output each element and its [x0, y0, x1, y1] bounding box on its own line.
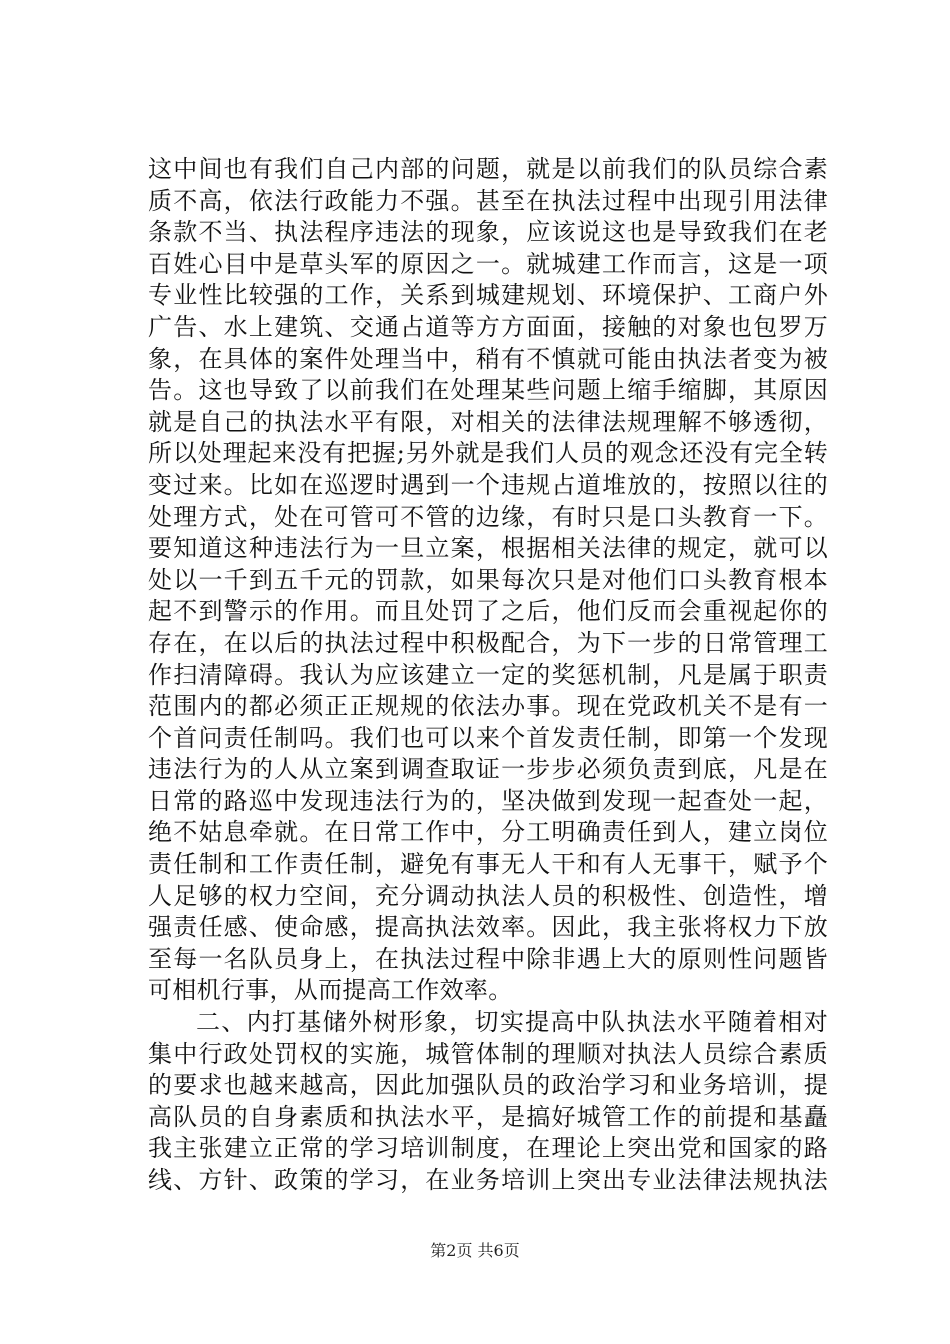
text-line: 责任制和工作责任制，避免有事无人干和有人无事干，赋予个 [148, 850, 828, 879]
text-line: 高队员的自身素质和执法水平，是搞好城管工作的前提和基矗 [148, 1102, 828, 1131]
text-line: 我主张建立正常的学习培训制度，在理论上突出党和国家的路 [148, 1134, 828, 1163]
text-line: 质不高，依法行政能力不强。甚至在执法过程中出现引用法律 [148, 186, 828, 215]
text-line: 专业性比较强的工作，关系到城建规划、环境保护、工商户外 [148, 281, 828, 310]
text-line: 绝不姑息牵就。在日常工作中，分工明确责任到人，建立岗位 [148, 818, 828, 847]
section-heading-line: 二、内打基储外树形象，切实提高中队执法水平随着相对 [196, 1008, 828, 1037]
text-line: 处理方式，处在可管可不管的边缘，有时只是口头教育一下。 [148, 502, 828, 531]
text-line: 告。这也导致了以前我们在处理某些问题上缩手缩脚，其原因 [148, 376, 828, 405]
text-line: 至每一名队员身上，在执法过程中除非遇上大的原则性问题皆 [148, 944, 828, 973]
text-line: 线、方针、政策的学习，在业务培训上突出专业法律法规执法 [148, 1166, 828, 1194]
text-line: 这中间也有我们自己内部的问题，就是以前我们的队员综合素 [148, 155, 828, 183]
text-line: 处以一千到五千元的罚款，如果每次只是对他们口头教育根本 [148, 565, 828, 594]
page-number-footer: 第2页 共6页 [430, 1241, 520, 1260]
text-line: 所以处理起来没有把握;另外就是我们人员的观念还没有完全转 [148, 439, 828, 468]
text-line: 要知道这种违法行为一旦立案，根据相关法律的规定，就可以 [148, 534, 828, 563]
text-line: 就是自己的执法水平有限，对相关的法律法规理解不够透彻， [148, 407, 828, 436]
text-line: 起不到警示的作用。而且处罚了之后，他们反而会重视起你的 [148, 597, 828, 626]
paragraph-end-line: 可相机行事，从而提高工作效率。 [148, 976, 513, 1005]
text-line: 违法行为的人从立案到调查取证一步步必须负责到底，凡是在 [148, 755, 828, 784]
text-line: 存在，在以后的执法过程中积极配合，为下一步的日常管理工 [148, 628, 828, 657]
text-line: 强责任感、使命感，提高执法效率。因此，我主张将权力下放 [148, 913, 828, 942]
text-line: 百姓心目中是草头军的原因之一。就城建工作而言，这是一项 [148, 249, 828, 278]
text-line: 的要求也越来越高，因此加强队员的政治学习和业务培训，提 [148, 1071, 828, 1100]
text-line: 广告、水上建筑、交通占道等方方面面，接触的对象也包罗万 [148, 312, 828, 341]
text-line: 日常的路巡中发现违法行为的，坚决做到发现一起查处一起， [148, 786, 828, 815]
document-body [148, 154, 828, 1197]
text-line: 人足够的权力空间，充分调动执法人员的积极性、创造性，增 [148, 881, 828, 910]
text-line: 象，在具体的案件处理当中，稍有不慎就可能由执法者变为被 [148, 344, 828, 373]
text-line: 个首问责任制吗。我们也可以来个首发责任制，即第一个发现 [148, 723, 828, 752]
text-line: 作扫清障碍。我认为应该建立一定的奖惩机制，凡是属于职责 [148, 660, 828, 689]
text-line: 变过来。比如在巡逻时遇到一个违规占道堆放的，按照以往的 [148, 470, 828, 499]
text-line: 条款不当、执法程序违法的现象，应该说这也是导致我们在老 [148, 218, 828, 247]
text-line: 集中行政处罚权的实施，城管体制的理顺对执法人员综合素质 [148, 1039, 828, 1068]
text-line: 范围内的都必须正正规规的依法办事。现在党政机关不是有一 [148, 692, 828, 721]
